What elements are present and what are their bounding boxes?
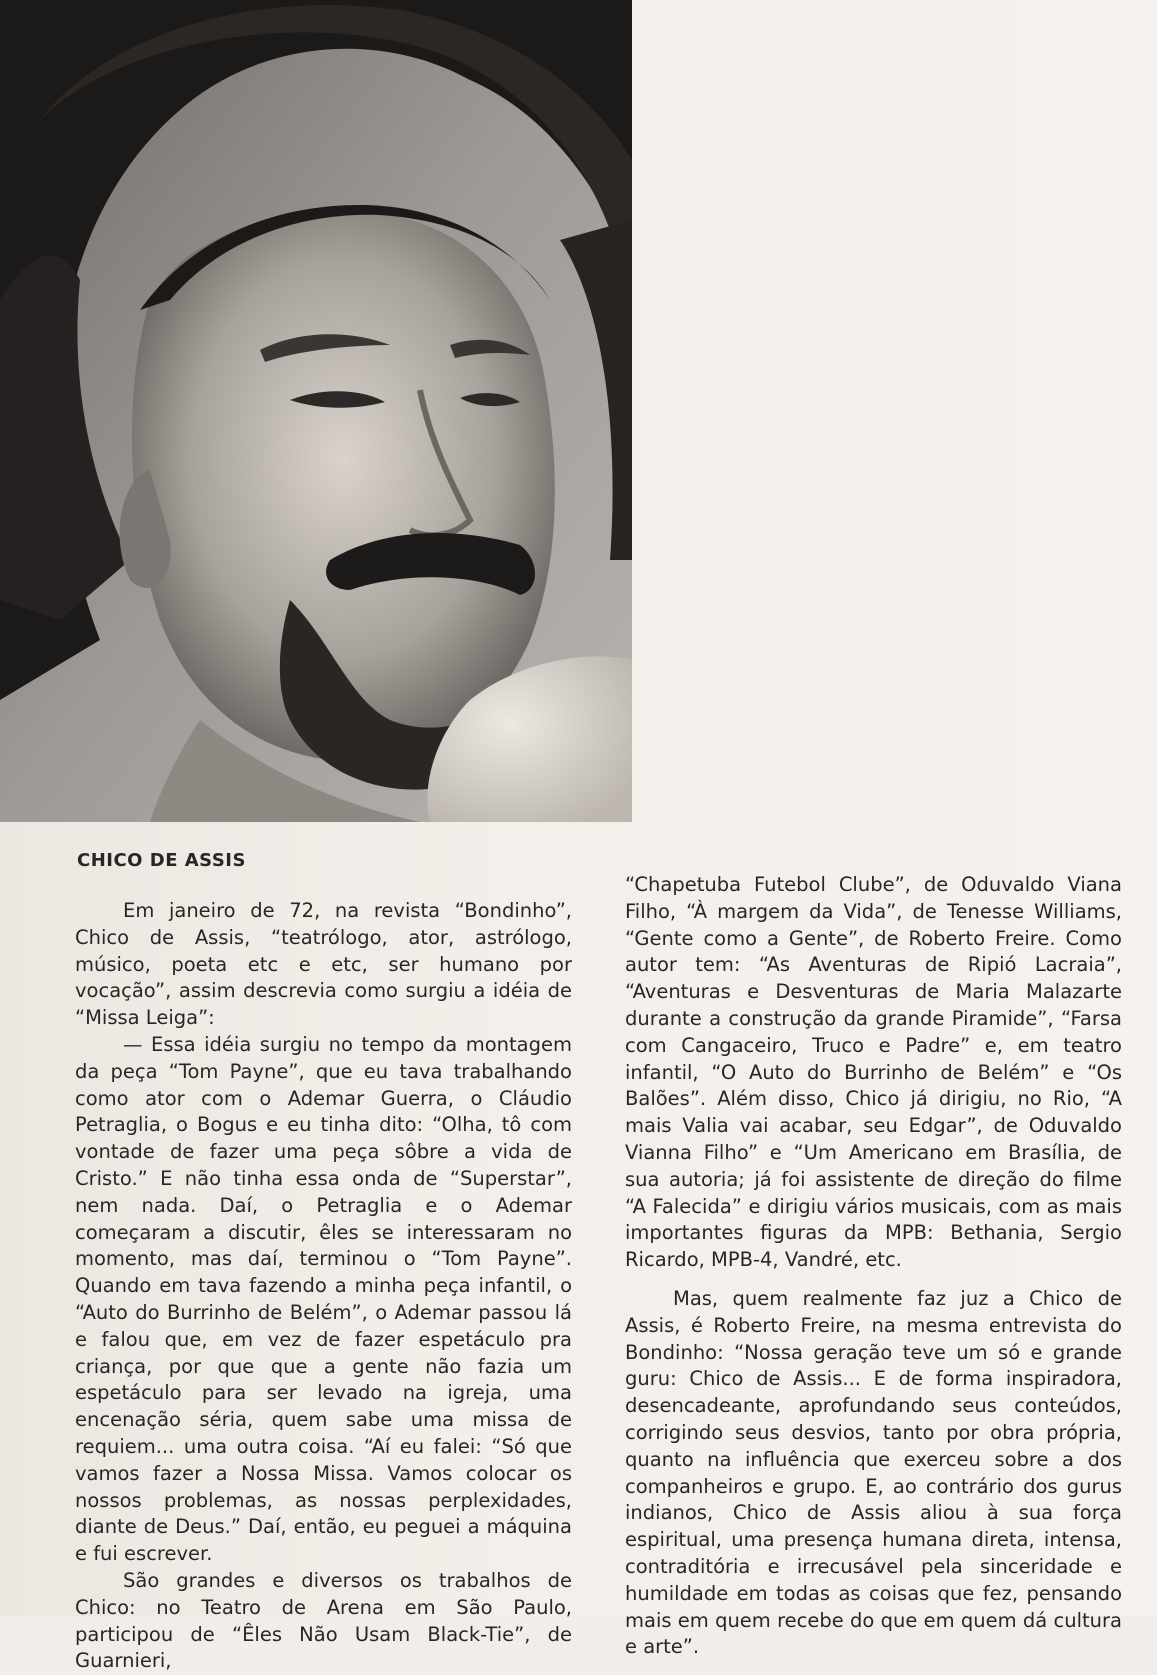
paragraph: Em janeiro de 72, na revista “Bondinho”, Chico de Assis, “teatrólogo, ator, astrólogo, músico, poeta etc e etc, ser humano por vocação”, assim descrevia como surgiu a idéia de “Missa Leiga”: [75,899,572,1030]
article-column-right [625,872,1122,1661]
article-column-left [75,898,572,1675]
article-title: CHICO DE ASSIS [77,850,246,871]
paragraph: “Chapetuba Futebol Clube”, de Oduvaldo Viana Filho, “À margem da Vida”, de Tenesse Williams, “Gente como a Gente”, de Roberto Freire. Como autor tem: “As Aventuras de Ripió Lacraia”, “Aventuras e Desventuras de Maria Malazarte durante a construção da grande Piramide”, “Farsa com Cangaceiro, Truco e Padre” e, em teatro infantil, “O Auto do Burrinho de Belém” e “Os Balões”. Além disso, Chico já dirigiu, no Rio, “A mais Valia vai acabar, seu Edgar”, de Oduvaldo Vianna Filho” e “Um Americano em Brasília, de sua autoria; já foi assistente de direção do filme “A Falecida” e dirigiu vários musicais, com as mais importantes figuras da MPB: Bethania, Sergio Ricardo, MPB-4, Vandré, etc. [625,873,1122,1272]
paragraph: Mas, quem realmente faz juz a Chico de Assis, é Roberto Freire, na mesma entrevista do Bondinho: “Nossa geração teve um só e grande guru: Chico de Assis... E de forma inspiradora, desencadeante, aprofundando seus conteúdos, corrigindo seus desvios, tanto por obra própria, quanto na influência que exerceu sobre a dos companheiros e grupo. E, ao contrário dos gurus indianos, Chico de Assis aliou à sua força espiritual, uma presença humana direta, intensa, contraditória e irrecusável pela sinceridade e humildade em todas as coisas que fez, pensando mais em quem recebe do que em quem dá cultura e arte”. [625,1286,1122,1659]
paragraph-gap [625,1274,1122,1286]
portrait-photo [0,0,632,822]
paragraph: São grandes e diversos os trabalhos de Chico: no Teatro de Arena em São Paulo, participou de “Êles Não Usam Black-Tie”, de Guarnieri, [75,1568,572,1673]
paragraph: — Essa idéia surgiu no tempo da montagem da peça “Tom Payne”, que eu tava trabalhando como ator com o Ademar Guerra, o Cláudio Petraglia, o Bogus e eu tinha dito: “Olha, tô com vontade de fazer uma peça sôbre a vida de Cristo.” E não tinha essa onda de “Superstar”, nem nada. Daí, o Petraglia e o Ademar começaram a discutir, êles se interessaram no momento, mas daí, terminou o “Tom Payne”. Quando em tava fazendo a minha peça infantil, o “Auto do Burrinho de Belém”, o Ademar passou lá e falou que, em vez de fazer espetáculo pra criança, por que que a gente não fazia um espetáculo para ser levado na igreja, uma encenação séria, quem sabe uma missa de requiem... uma outra coisa. “Aí eu falei: “Só que vamos fazer a Nossa Missa. Vamos colocar os nossos problemas, as nossas perplexidades, diante de Deus.” Daí, então, eu peguei a máquina e fui escrever. [75,1032,572,1566]
